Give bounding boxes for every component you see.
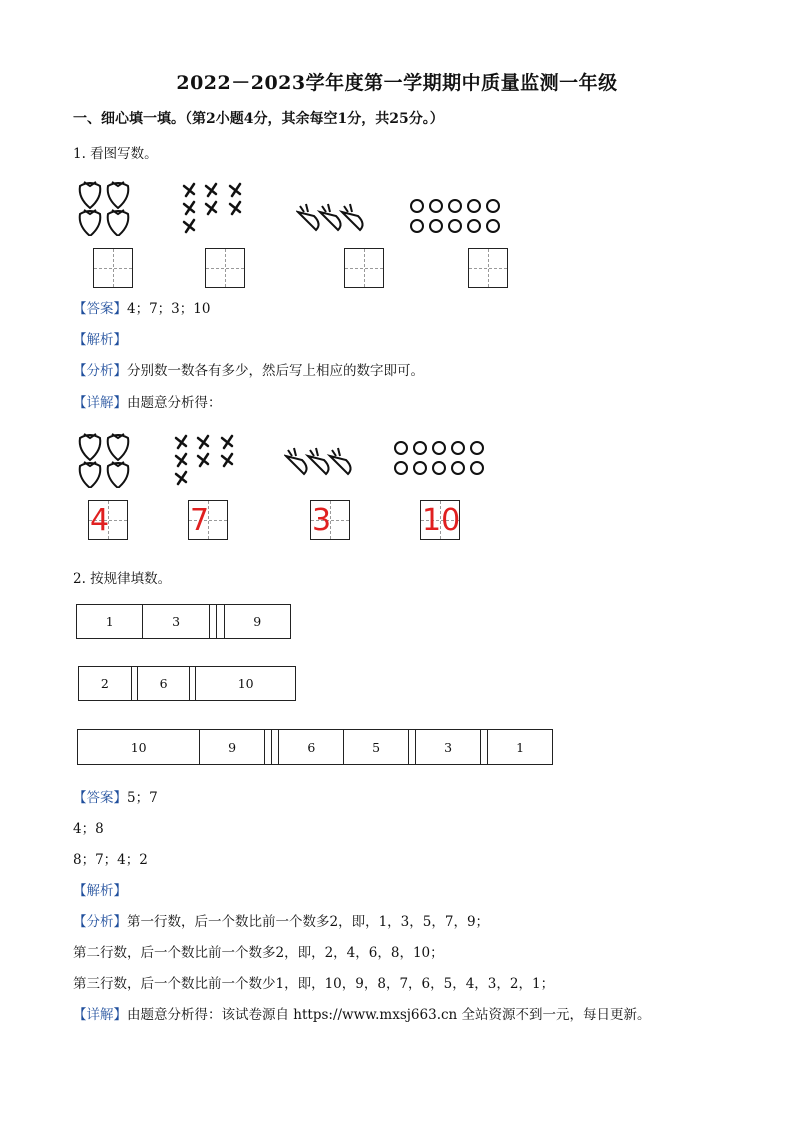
- seq-cell: 10: [196, 667, 296, 701]
- seq-cell: 1: [488, 730, 553, 765]
- q1-xiangjie: 【详解】由题意分析得：: [73, 395, 222, 411]
- seq-cell: 9: [200, 730, 265, 765]
- seq-cell: 10: [78, 730, 200, 765]
- answer-box-1[interactable]: [93, 248, 133, 288]
- seq-cell: 3: [416, 730, 481, 765]
- seq-blank-cell[interactable]: [480, 730, 487, 765]
- seq-cell: 9: [224, 605, 290, 639]
- section-heading: 一、细心填一填。（第2小题4分，其余每空1分，共25分。）: [73, 111, 444, 127]
- circles-10-solution-image: [394, 441, 494, 481]
- solution-value-2: 7: [190, 503, 210, 538]
- seq-blank-cell[interactable]: [408, 730, 415, 765]
- solution-box-1: [88, 500, 128, 540]
- strawberries-4-image: [74, 176, 134, 236]
- q2-answer: 【答案】5；7: [73, 790, 158, 806]
- q1-stem: 1. 看图写数。: [73, 146, 158, 162]
- q2-answer-line2: 4；8: [73, 821, 104, 837]
- solution-value-3: 3: [312, 503, 332, 538]
- solution-box-2: [188, 500, 228, 540]
- sequence-row-3: [77, 729, 553, 765]
- q1-fenxi: 【分析】分别数一数各有多少，然后写上相应的数字即可。: [73, 363, 424, 379]
- page-title: 2022－2023学年度第一学期期中质量监测一年级: [176, 72, 618, 94]
- seq-cell: 6: [279, 730, 344, 765]
- sequence-row-1: [76, 604, 291, 639]
- seq-cell: 5: [344, 730, 409, 765]
- seq-cell: 3: [143, 605, 209, 639]
- seq-blank-cell[interactable]: [209, 605, 216, 639]
- solution-box-3: [310, 500, 350, 540]
- q2-answer-line3: 8；7；4；2: [73, 852, 148, 868]
- solution-box-4: [420, 500, 460, 540]
- q2-xiangjie: 【详解】由题意分析得：该试卷源自 https://www.mxsj663.cn 全站资源不到一元，每日更新。: [73, 1007, 651, 1023]
- seq-cell: 6: [137, 667, 190, 701]
- circles-10-image: [410, 199, 510, 239]
- q2-fenxi: 【分析】第一行数，后一个数比前一个数多2，即，1，3，5，7，9；: [73, 914, 490, 930]
- carrots-3-solution-image: [284, 446, 354, 478]
- answer-box-2[interactable]: [205, 248, 245, 288]
- answer-box-4[interactable]: [468, 248, 508, 288]
- seq-blank-cell[interactable]: [265, 730, 272, 765]
- carrots-3-image: [296, 202, 366, 234]
- seq-blank-cell[interactable]: [272, 730, 279, 765]
- solution-value-4: 10: [422, 503, 461, 538]
- q1-jiexi-tag: 【解析】: [73, 332, 127, 348]
- seq-cell: 2: [79, 667, 132, 701]
- q2-fenxi-line2: 第二行数，后一个数比前一个数多2，即，2，4，6，8，10；: [73, 945, 444, 961]
- sequence-row-2: [78, 666, 296, 701]
- seq-blank-cell[interactable]: [217, 605, 224, 639]
- q1-answer: 【答案】4；7；3；10: [73, 301, 211, 317]
- q2-fenxi-line3: 第三行数，后一个数比前一个数少1，即，10，9，8，7，6，5，4，3，2，1；: [73, 976, 555, 992]
- answer-box-3[interactable]: [344, 248, 384, 288]
- q2-jiexi-tag: 【解析】: [73, 883, 127, 899]
- q2-stem: 2. 按规律填数。: [73, 571, 172, 587]
- seq-cell: 1: [77, 605, 143, 639]
- scissors-7-image: [180, 180, 250, 238]
- solution-value-1: 4: [90, 503, 110, 538]
- strawberries-4-solution-image: [74, 428, 134, 488]
- scissors-7-solution-image: [172, 432, 242, 490]
